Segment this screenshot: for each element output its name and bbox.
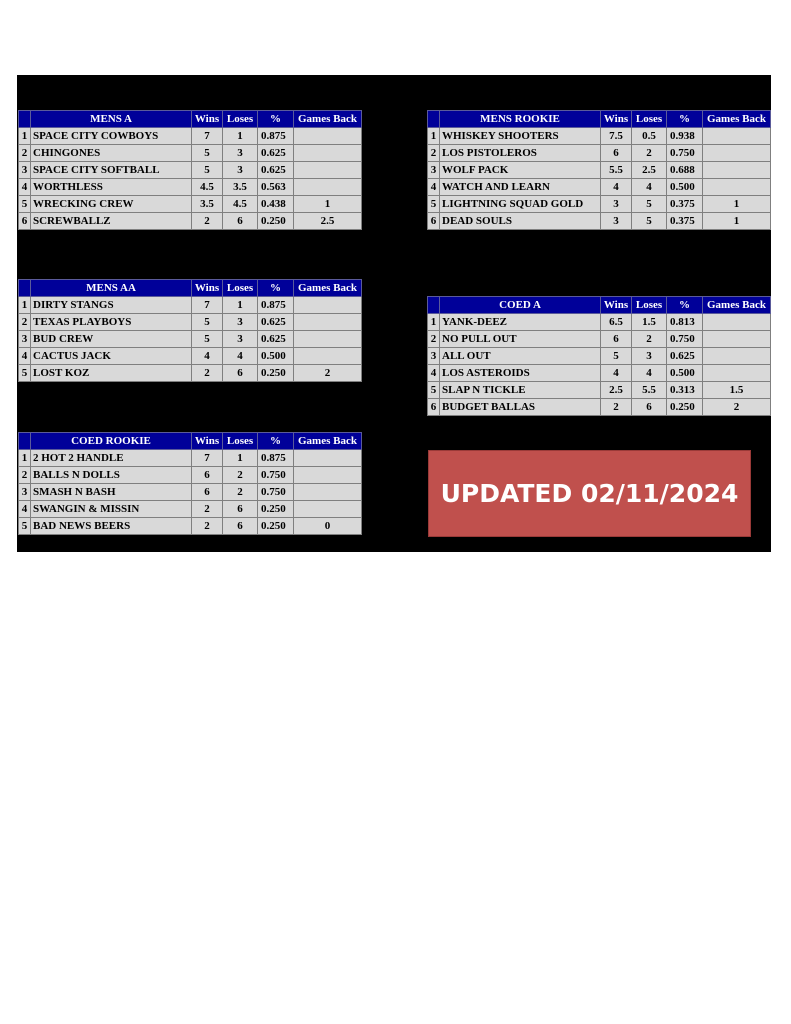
team-name-cell: CACTUS JACK	[31, 348, 192, 365]
team-name-cell: WHISKEY SHOOTERS	[440, 128, 601, 145]
team-name-cell: ALL OUT	[440, 348, 601, 365]
win-pct-cell: 0.250	[258, 365, 294, 382]
rank-cell: 3	[19, 331, 31, 348]
column-header: Wins	[192, 433, 223, 450]
win-pct-cell: 0.250	[258, 501, 294, 518]
games-back-cell	[703, 348, 771, 365]
rank-cell: 1	[19, 128, 31, 145]
win-pct-cell: 0.250	[667, 399, 703, 416]
wins-cell: 4	[192, 348, 223, 365]
table-row	[19, 145, 362, 162]
loses-cell: 5	[632, 213, 667, 230]
loses-cell: 5.5	[632, 382, 667, 399]
standings-table-coed-rookie	[18, 432, 362, 535]
games-back-cell: 2	[703, 399, 771, 416]
table-row	[428, 348, 771, 365]
table-row	[428, 314, 771, 331]
table-row	[19, 467, 362, 484]
win-pct-cell: 0.750	[258, 467, 294, 484]
table-row	[428, 145, 771, 162]
win-pct-cell: 0.625	[258, 162, 294, 179]
team-name-cell: LOS ASTEROIDS	[440, 365, 601, 382]
win-pct-cell: 0.750	[667, 331, 703, 348]
table-row	[19, 196, 362, 213]
team-name-cell: BUD CREW	[31, 331, 192, 348]
rank-cell: 5	[428, 196, 440, 213]
rank-cell: 3	[19, 484, 31, 501]
win-pct-cell: 0.625	[258, 314, 294, 331]
rank-cell: 6	[428, 213, 440, 230]
wins-cell: 5.5	[601, 162, 632, 179]
rank-cell: 4	[428, 179, 440, 196]
standings-table-mens-rookie	[427, 110, 771, 230]
table-row	[19, 348, 362, 365]
loses-cell: 2	[223, 467, 258, 484]
games-back-cell: 2.5	[294, 213, 362, 230]
games-back-cell	[703, 145, 771, 162]
wins-cell: 2.5	[601, 382, 632, 399]
rank-cell: 2	[428, 145, 440, 162]
column-header: %	[258, 280, 294, 297]
games-back-cell	[703, 128, 771, 145]
table-row	[19, 518, 362, 535]
team-name-cell: BUDGET BALLAS	[440, 399, 601, 416]
table-row	[19, 162, 362, 179]
games-back-cell	[294, 314, 362, 331]
wins-cell: 3	[601, 213, 632, 230]
rank-cell: 5	[428, 382, 440, 399]
games-back-cell: 2	[294, 365, 362, 382]
team-name-cell: LIGHTNING SQUAD GOLD	[440, 196, 601, 213]
rank-cell: 5	[19, 365, 31, 382]
column-header: Wins	[192, 111, 223, 128]
table-row	[19, 450, 362, 467]
header-corner-cell	[19, 111, 31, 128]
wins-cell: 5	[601, 348, 632, 365]
table-header-row	[19, 433, 362, 450]
team-name-cell: WATCH AND LEARN	[440, 179, 601, 196]
loses-cell: 3.5	[223, 179, 258, 196]
win-pct-cell: 0.375	[667, 213, 703, 230]
games-back-cell	[294, 348, 362, 365]
header-corner-cell	[19, 433, 31, 450]
rank-cell: 1	[428, 314, 440, 331]
win-pct-cell: 0.563	[258, 179, 294, 196]
loses-cell: 2	[632, 145, 667, 162]
column-header: %	[258, 433, 294, 450]
games-back-cell: 1	[294, 196, 362, 213]
team-name-cell: TEXAS PLAYBOYS	[31, 314, 192, 331]
standings-table-coed-a	[427, 296, 771, 416]
wins-cell: 6	[192, 467, 223, 484]
wins-cell: 3.5	[192, 196, 223, 213]
column-header: Loses	[223, 111, 258, 128]
wins-cell: 7	[192, 128, 223, 145]
loses-cell: 6	[223, 518, 258, 535]
games-back-cell	[294, 467, 362, 484]
rank-cell: 1	[19, 450, 31, 467]
loses-cell: 2	[223, 484, 258, 501]
games-back-cell	[294, 331, 362, 348]
loses-cell: 2	[632, 331, 667, 348]
win-pct-cell: 0.750	[258, 484, 294, 501]
games-back-cell: 1	[703, 196, 771, 213]
win-pct-cell: 0.500	[667, 179, 703, 196]
games-back-cell	[703, 314, 771, 331]
loses-cell: 5	[632, 196, 667, 213]
team-name-cell: SPACE CITY SOFTBALL	[31, 162, 192, 179]
table-row	[428, 213, 771, 230]
win-pct-cell: 0.625	[667, 348, 703, 365]
loses-cell: 6	[223, 501, 258, 518]
games-back-cell	[703, 162, 771, 179]
wins-cell: 2	[192, 213, 223, 230]
table-row	[19, 331, 362, 348]
column-header: Loses	[632, 297, 667, 314]
table-header-row	[428, 111, 771, 128]
column-header: Wins	[601, 297, 632, 314]
games-back-cell: 0	[294, 518, 362, 535]
table-header-row	[19, 280, 362, 297]
loses-cell: 3	[223, 331, 258, 348]
team-name-cell: WOLF PACK	[440, 162, 601, 179]
column-header: Games Back	[294, 111, 362, 128]
games-back-cell	[294, 450, 362, 467]
win-pct-cell: 0.875	[258, 450, 294, 467]
header-corner-cell	[19, 280, 31, 297]
loses-cell: 6	[632, 399, 667, 416]
games-back-cell	[294, 128, 362, 145]
wins-cell: 5	[192, 314, 223, 331]
wins-cell: 2	[192, 518, 223, 535]
wins-cell: 5	[192, 331, 223, 348]
loses-cell: 4	[223, 348, 258, 365]
games-back-cell	[294, 162, 362, 179]
table-header-row	[428, 297, 771, 314]
header-corner-cell	[428, 297, 440, 314]
wins-cell: 2	[601, 399, 632, 416]
table-row	[428, 128, 771, 145]
loses-cell: 2.5	[632, 162, 667, 179]
table-row	[19, 213, 362, 230]
team-name-cell: SWANGIN & MISSIN	[31, 501, 192, 518]
column-header: Games Back	[703, 297, 771, 314]
standings-table-mens-a	[18, 110, 362, 230]
wins-cell: 2	[192, 501, 223, 518]
win-pct-cell: 0.688	[667, 162, 703, 179]
loses-cell: 1	[223, 297, 258, 314]
games-back-cell	[294, 145, 362, 162]
loses-cell: 6	[223, 213, 258, 230]
wins-cell: 2	[192, 365, 223, 382]
rank-cell: 3	[19, 162, 31, 179]
header-corner-cell	[428, 111, 440, 128]
column-header: Games Back	[294, 433, 362, 450]
wins-cell: 5	[192, 162, 223, 179]
table-header-row	[19, 111, 362, 128]
win-pct-cell: 0.875	[258, 128, 294, 145]
team-name-cell: BAD NEWS BEERS	[31, 518, 192, 535]
column-header: Loses	[632, 111, 667, 128]
win-pct-cell: 0.500	[258, 348, 294, 365]
team-name-cell: LOST KOZ	[31, 365, 192, 382]
wins-cell: 4	[601, 365, 632, 382]
rank-cell: 3	[428, 348, 440, 365]
rank-cell: 1	[428, 128, 440, 145]
wins-cell: 7	[192, 450, 223, 467]
loses-cell: 3	[223, 314, 258, 331]
win-pct-cell: 0.625	[258, 331, 294, 348]
table-row	[428, 331, 771, 348]
table-row	[428, 179, 771, 196]
team-name-cell: YANK-DEEZ	[440, 314, 601, 331]
rank-cell: 5	[19, 196, 31, 213]
rank-cell: 4	[19, 179, 31, 196]
table-row	[428, 196, 771, 213]
division-title: COED ROOKIE	[31, 433, 192, 450]
updated-date-text: UPDATED 02/11/2024	[440, 479, 739, 508]
column-header: Loses	[223, 280, 258, 297]
wins-cell: 7.5	[601, 128, 632, 145]
team-name-cell: 2 HOT 2 HANDLE	[31, 450, 192, 467]
rank-cell: 2	[19, 314, 31, 331]
win-pct-cell: 0.375	[667, 196, 703, 213]
team-name-cell: WRECKING CREW	[31, 196, 192, 213]
games-back-cell	[294, 179, 362, 196]
rank-cell: 2	[19, 145, 31, 162]
table-row	[19, 314, 362, 331]
team-name-cell: LOS PISTOLEROS	[440, 145, 601, 162]
loses-cell: 6	[223, 365, 258, 382]
standings-table-mens-aa	[18, 279, 362, 382]
column-header: Games Back	[294, 280, 362, 297]
team-name-cell: DIRTY STANGS	[31, 297, 192, 314]
team-name-cell: SPACE CITY COWBOYS	[31, 128, 192, 145]
team-name-cell: SCREWBALLZ	[31, 213, 192, 230]
column-header: %	[667, 111, 703, 128]
rank-cell: 2	[428, 331, 440, 348]
table-row	[19, 128, 362, 145]
loses-cell: 3	[632, 348, 667, 365]
table-row	[19, 179, 362, 196]
team-name-cell: SMASH N BASH	[31, 484, 192, 501]
win-pct-cell: 0.500	[667, 365, 703, 382]
wins-cell: 6	[601, 145, 632, 162]
wins-cell: 4.5	[192, 179, 223, 196]
updated-date-banner	[428, 450, 751, 537]
win-pct-cell: 0.938	[667, 128, 703, 145]
team-name-cell: NO PULL OUT	[440, 331, 601, 348]
win-pct-cell: 0.625	[258, 145, 294, 162]
games-back-cell	[703, 179, 771, 196]
rank-cell: 4	[428, 365, 440, 382]
table-row	[19, 501, 362, 518]
table-row	[428, 399, 771, 416]
table-row	[19, 484, 362, 501]
table-row	[19, 365, 362, 382]
loses-cell: 1	[223, 450, 258, 467]
loses-cell: 1	[223, 128, 258, 145]
win-pct-cell: 0.250	[258, 213, 294, 230]
wins-cell: 6	[601, 331, 632, 348]
rank-cell: 6	[428, 399, 440, 416]
games-back-cell	[703, 331, 771, 348]
division-title: COED A	[440, 297, 601, 314]
win-pct-cell: 0.750	[667, 145, 703, 162]
wins-cell: 7	[192, 297, 223, 314]
team-name-cell: BALLS N DOLLS	[31, 467, 192, 484]
column-header: Wins	[192, 280, 223, 297]
team-name-cell: DEAD SOULS	[440, 213, 601, 230]
rank-cell: 3	[428, 162, 440, 179]
column-header: Loses	[223, 433, 258, 450]
division-title: MENS A	[31, 111, 192, 128]
column-header: %	[258, 111, 294, 128]
games-back-cell	[294, 484, 362, 501]
loses-cell: 0.5	[632, 128, 667, 145]
loses-cell: 4	[632, 179, 667, 196]
rank-cell: 4	[19, 348, 31, 365]
win-pct-cell: 0.313	[667, 382, 703, 399]
games-back-cell	[703, 365, 771, 382]
table-row	[428, 382, 771, 399]
wins-cell: 4	[601, 179, 632, 196]
rank-cell: 5	[19, 518, 31, 535]
rank-cell: 2	[19, 467, 31, 484]
loses-cell: 3	[223, 145, 258, 162]
loses-cell: 4.5	[223, 196, 258, 213]
team-name-cell: CHINGONES	[31, 145, 192, 162]
division-title: MENS AA	[31, 280, 192, 297]
column-header: %	[667, 297, 703, 314]
win-pct-cell: 0.875	[258, 297, 294, 314]
wins-cell: 6	[192, 484, 223, 501]
games-back-cell	[294, 297, 362, 314]
games-back-cell: 1	[703, 213, 771, 230]
wins-cell: 3	[601, 196, 632, 213]
games-back-cell	[294, 501, 362, 518]
win-pct-cell: 0.813	[667, 314, 703, 331]
wins-cell: 6.5	[601, 314, 632, 331]
team-name-cell: SLAP N TICKLE	[440, 382, 601, 399]
table-row	[19, 297, 362, 314]
rank-cell: 1	[19, 297, 31, 314]
loses-cell: 4	[632, 365, 667, 382]
games-back-cell: 1.5	[703, 382, 771, 399]
rank-cell: 6	[19, 213, 31, 230]
loses-cell: 3	[223, 162, 258, 179]
division-title: MENS ROOKIE	[440, 111, 601, 128]
loses-cell: 1.5	[632, 314, 667, 331]
table-row	[428, 365, 771, 382]
team-name-cell: WORTHLESS	[31, 179, 192, 196]
win-pct-cell: 0.250	[258, 518, 294, 535]
table-row	[428, 162, 771, 179]
win-pct-cell: 0.438	[258, 196, 294, 213]
column-header: Games Back	[703, 111, 771, 128]
rank-cell: 4	[19, 501, 31, 518]
column-header: Wins	[601, 111, 632, 128]
wins-cell: 5	[192, 145, 223, 162]
